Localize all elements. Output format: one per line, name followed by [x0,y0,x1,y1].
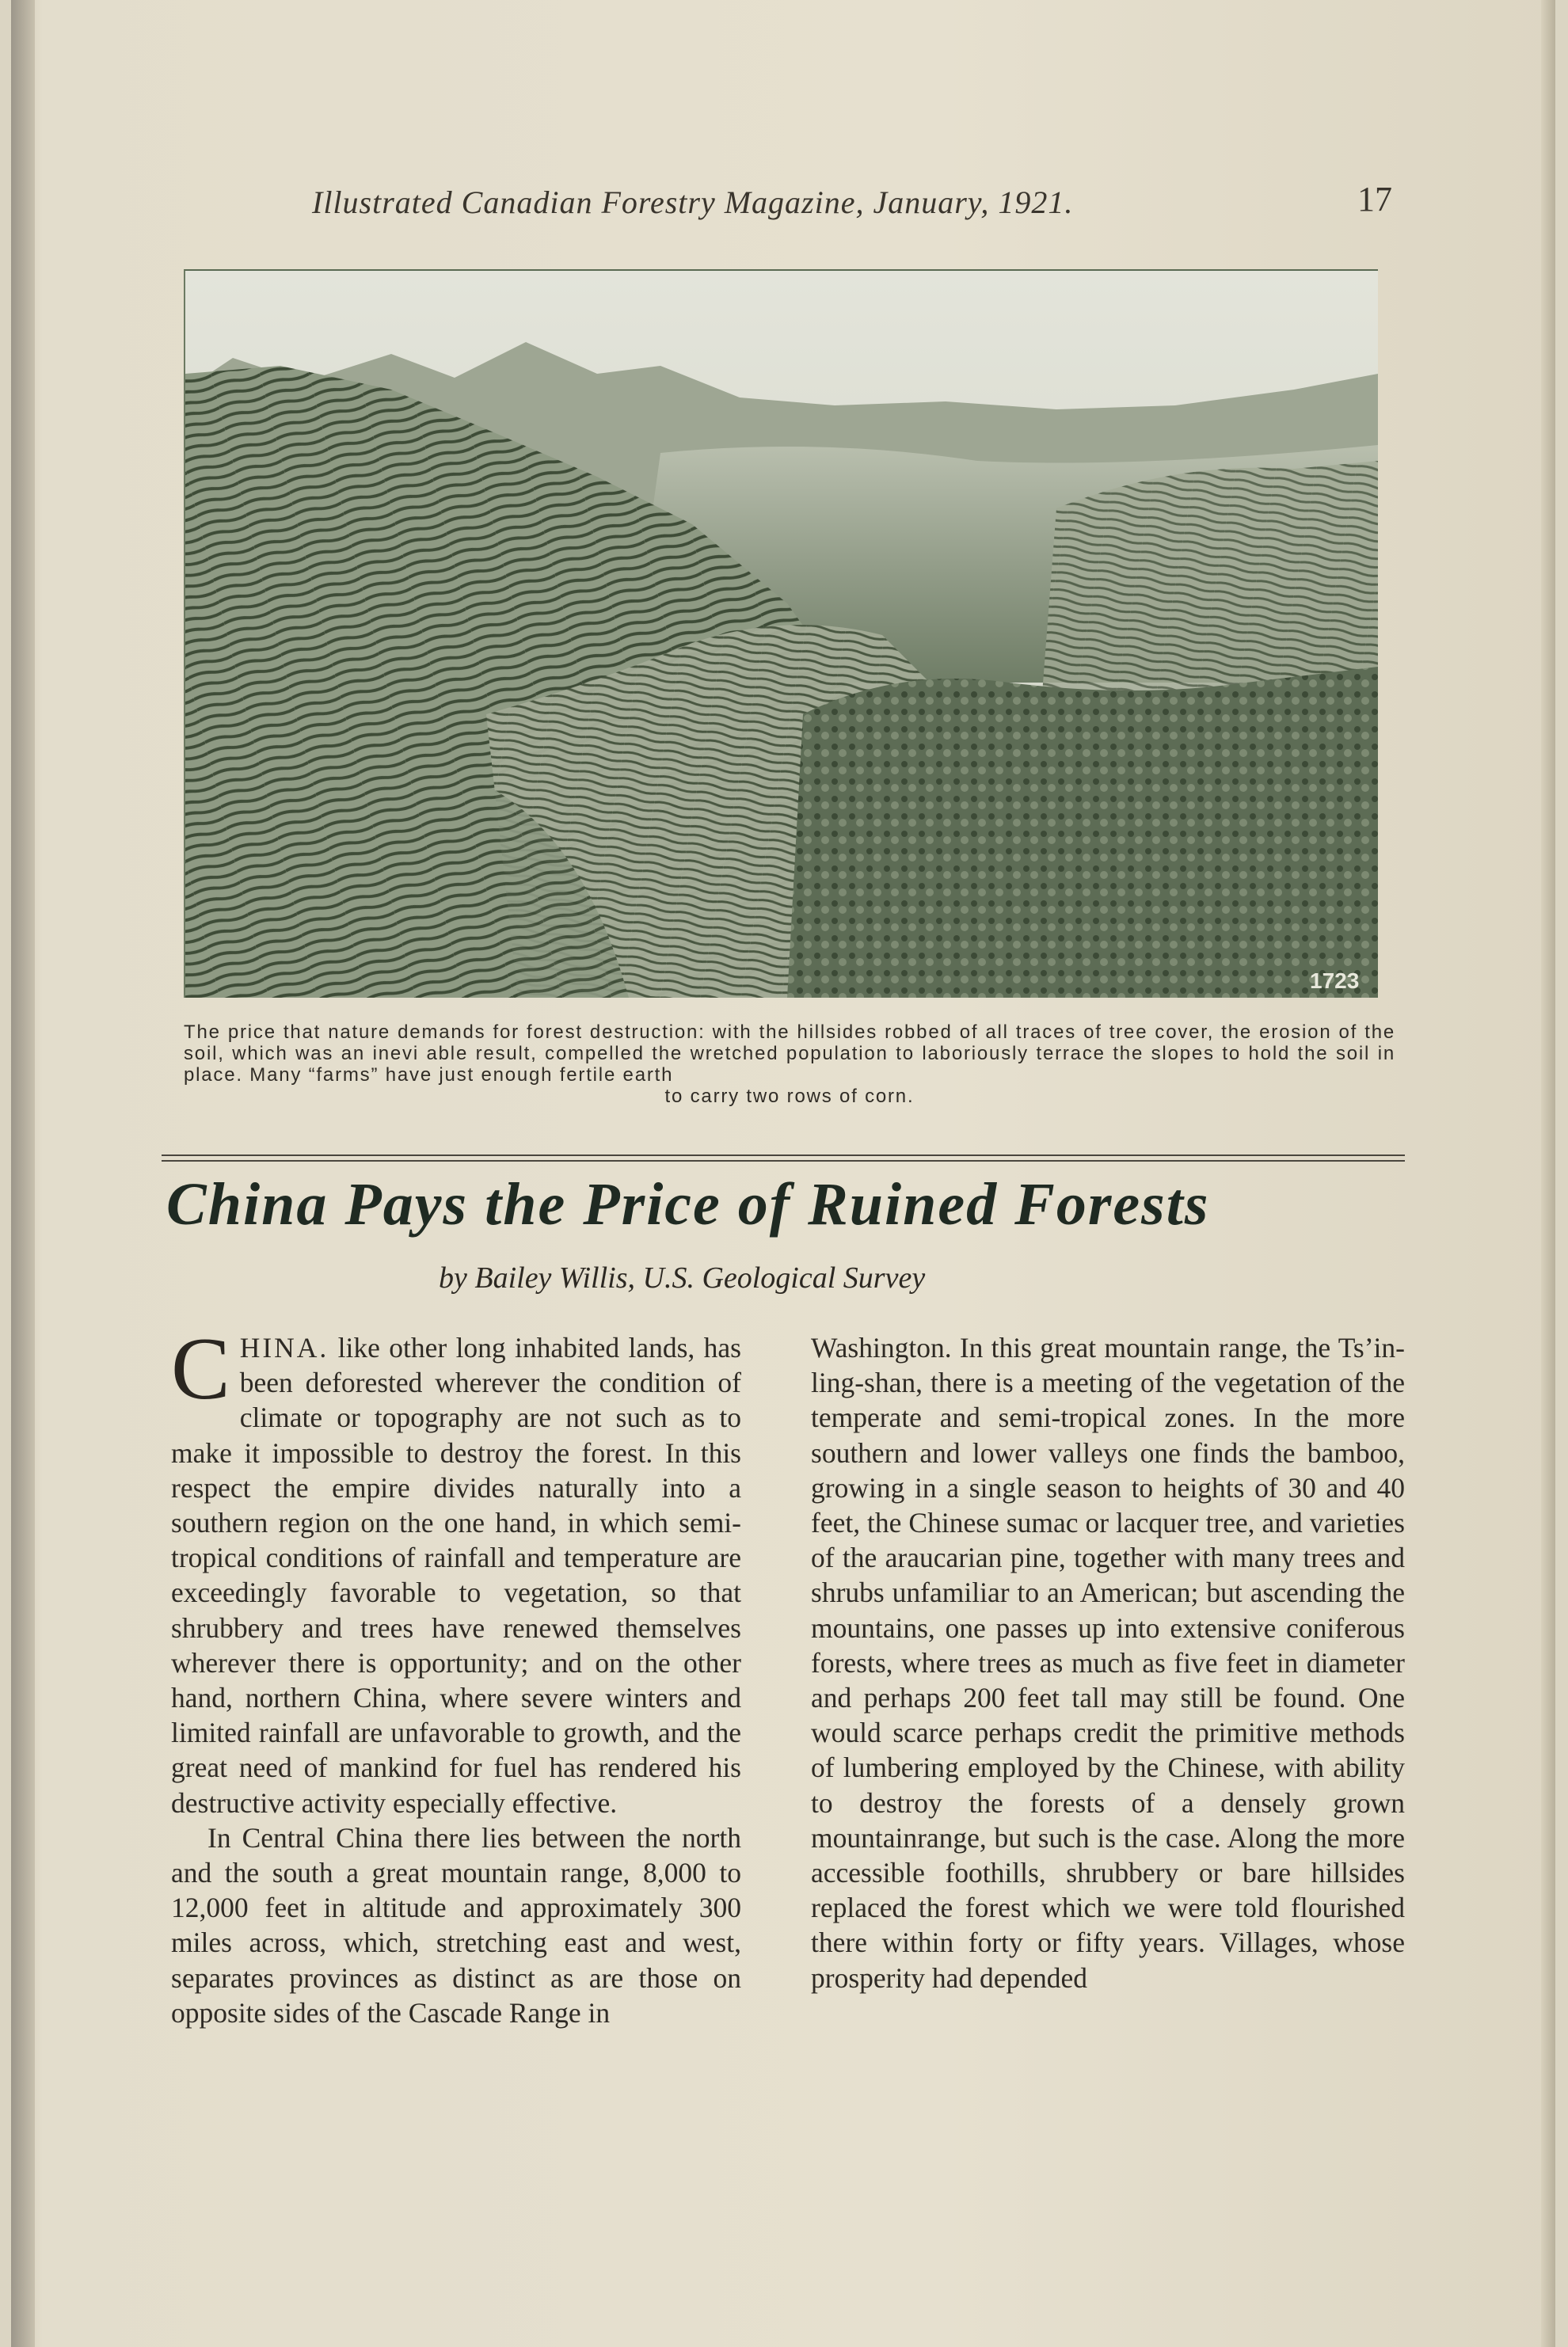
plate-mark: 1723 [1310,968,1360,993]
caption-body: The price that nature demands for forest destruction: with the hillsides robbed of all traces of tree cover, the erosion of the soil, which was an inevi able result, compelled the wretched population to laboriously terrace the slopes to hold the soil in place. Many “farms” have just enough fertile earth [184,1021,1395,1086]
running-header: Illustrated Canadian Forestry Magazine, January, 1921. [312,184,1074,220]
drop-cap: C [171,1320,230,1418]
magazine-page [11,0,1555,2347]
page-edge [1541,0,1555,2347]
double-rule-bottom [162,1160,1405,1162]
caption-last-line: to carry two rows of corn. [664,1086,915,1107]
paragraph-1 [171,1320,741,1820]
page-spine-shadow [11,0,35,2347]
article-column-right [811,1330,1405,1995]
double-rule-top [162,1154,1405,1156]
article-column-left [171,1320,741,2030]
paragraph-2: In Central China there lies between the north and the south a great mountain range, 8,000 to 12,000 feet in altitude and approximately 300 miles across, which, stretching east and west, separates provinces as distinct as are those on opposite sides of the Cascade Range in [171,1821,741,2029]
paragraph-3: Washington. In this great mountain range, the Ts’in-ling-shan, there is a meeting of the vegetation of the temperate and semi-tropical zones. In the more southern and lower valleys one finds the bamboo, growing in a single season to heights of 30 and 40 feet, the Chinese sumac or lacquer tree, and varieties of the araucarian pine, together with many trees and shrubs unfamiliar to an American; but ascending the mountains, one passes up into extensive coniferous forests, where trees as much as five feet in diameter and perhaps 200 feet tall may still be found. One would scarce perhaps credit the primitive methods of lumbering employed by the Chinese, with ability to destroy the forests of a densely grown mountainrange, but such is the case. Along the more accessible foothills, shrubbery or bare hillsides replaced the forest which we were told flourished there within forty or fifty years. Villages, whose prosperity had depended [811,1332,1405,1994]
article-byline: by Bailey Willis, U.S. Geological Survey [439,1261,926,1295]
terraced-hillside-photo [184,269,1378,998]
page-number: 17 [1357,180,1392,219]
article-title: China Pays the Price of Ruined Forests [166,1171,1210,1238]
opening-word: HINA. [239,1332,329,1364]
terraced-hillside-illustration [185,271,1378,998]
paragraph-1-text: like other long inhabited lands, has been deforested wherever the condition of climate or topography are not such as to make it impossible to destroy the forest. In this respect the empire divides naturally into a southern region on the one hand, in which semi-tropical conditions of rainfall and temperature are exceedingly favorable to vegetation, so that shrubbery and trees have renewed themselves wherever there is opportunity; and on the other hand, northern China, where severe winters and limited rainfall are unfavorable to growth, and the great need of mankind for fuel has rendered his destructive activity especially effective. [171,1332,741,1819]
photo-caption [184,1021,1395,1107]
